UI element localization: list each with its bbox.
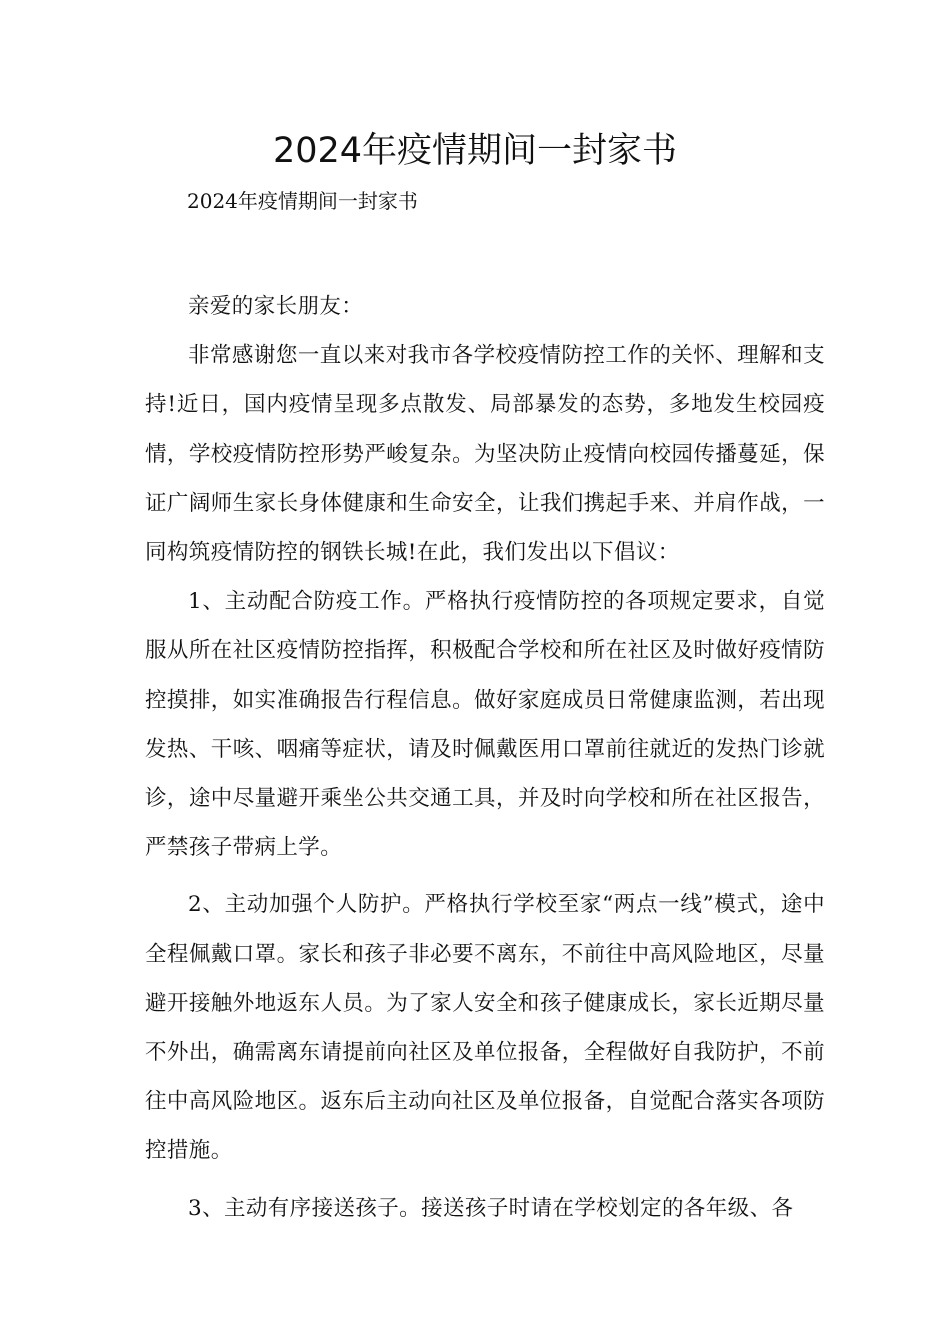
document-title: 2024年疫情期间一封家书 xyxy=(272,131,678,171)
paragraph-item-3: 3、主动有序接送孩子。接送孩子时请在学校划定的各年级、各 xyxy=(188,1195,794,1221)
document-body xyxy=(145,282,825,1233)
document-subtitle: 2024年疫情期间一封家书 xyxy=(187,189,418,213)
paragraph-item-2: 2、主动加强个人防护。严格执行学校至家“两点一线”模式，途中全程佩戴口罩。家长和孩子非必要不离东，不前往中高风险地区，尽量避开接触外地返东人员。为了家人安全和孩子健康成长，家长近期尽量不外出，确需离东请提前向社区及单位报备，全程做好自我防护，不前往中高风险地区。返东后主动向社区及单位报备，自觉配合落实各项防控措施。 xyxy=(145,892,825,1164)
paragraph-intro: 非常感谢您一直以来对我市各学校疫情防控工作的关怀、理解和支持!近日，国内疫情呈现多点散发、局部暴发的态势，多地发生校园疫情，学校疫情防控形势严峻复杂。为坚决防止疫情向校园传播蔓延，保证广阔师生家长身体健康和生命安全，让我们携起手来、并肩作战，一同构筑疫情防控的钢铁长城!在此，我们发出以下倡议： xyxy=(145,343,825,566)
paragraph-item-1: 1、主动配合防疫工作。严格执行疫情防控的各项规定要求，自觉服从所在社区疫情防控指挥，积极配合学校和所在社区及时做好疫情防控摸排，如实准确报告行程信息。做好家庭成员日常健康监测，若出现发热、干咳、咽痛等症状，请及时佩戴医用口罩前往就近的发热门诊就诊，途中尽量避开乘坐公共交通工具，并及时向学校和所在社区报告，严禁孩子带病上学。 xyxy=(145,589,825,861)
greeting: 亲爱的家长朋友： xyxy=(188,294,364,319)
